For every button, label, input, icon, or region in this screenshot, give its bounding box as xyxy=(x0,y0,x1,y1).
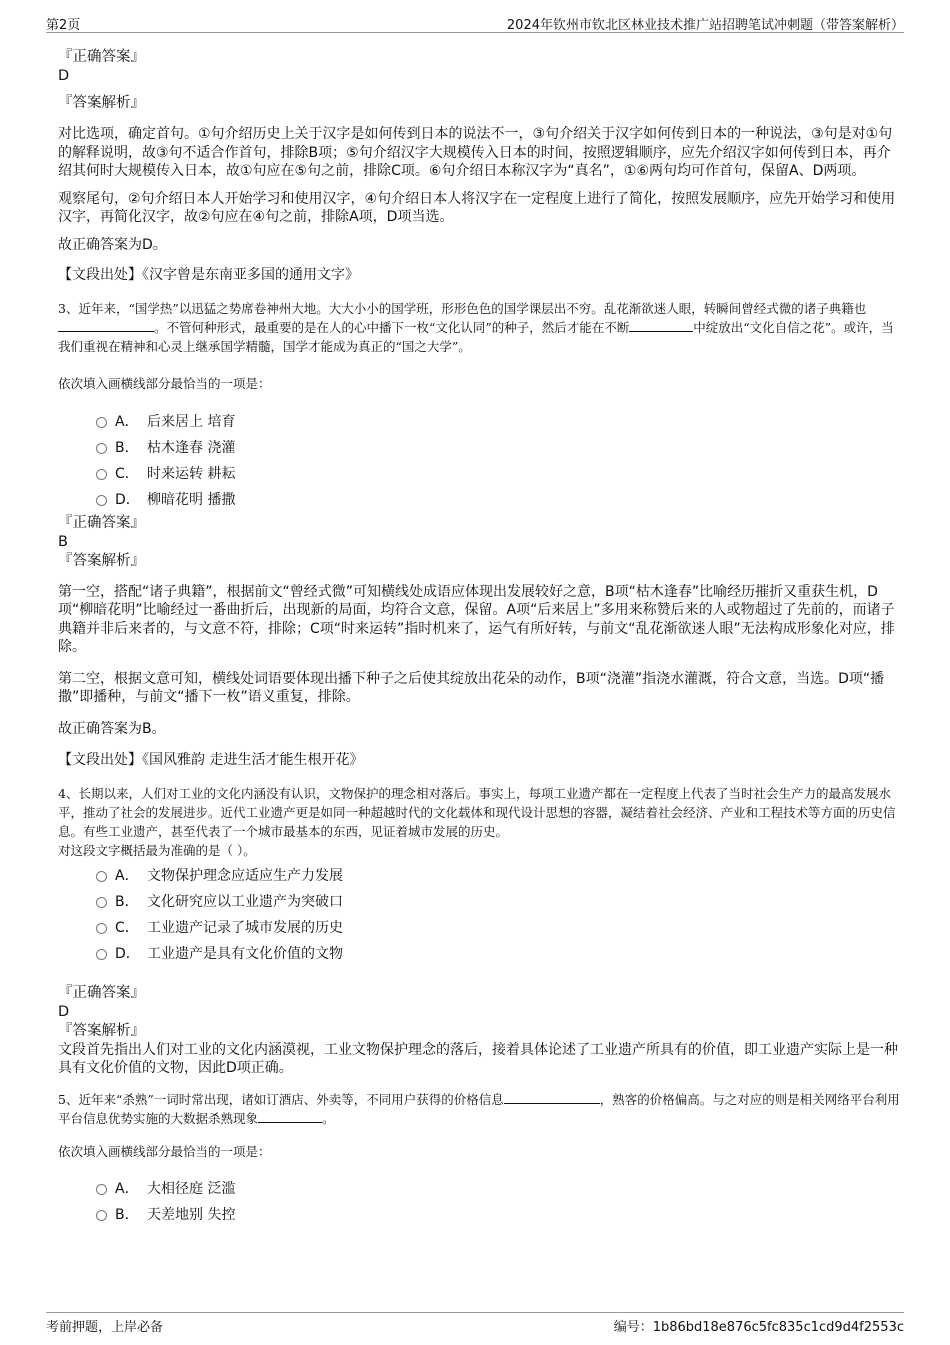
source-line xyxy=(58,751,904,770)
analysis-label: 『答案解析』 xyxy=(58,1022,145,1039)
analysis-conclusion: 故正确答案为B。 xyxy=(58,720,166,737)
document-title: 2024年钦州市钦北区林业技术推广站招聘笔试冲刺题（带答案解析） xyxy=(506,18,904,33)
option-letter: C． xyxy=(115,919,139,936)
answer-blank xyxy=(258,1110,322,1123)
analysis-paragraph: 第二空，根据文意可知，横线处词语要体现出播下种子之后使其绽放出花朵的动作，B项“浇灌”指浇水灌溉，符合文意，当选。D项“播撒”即播种，与前文“播下一枚”语义重复，排除。 xyxy=(58,670,885,705)
page-footer xyxy=(46,1312,904,1337)
option-c[interactable] xyxy=(96,460,904,486)
question-prompt: 对这段文字概括最为准确的是（ ）。 xyxy=(58,842,256,858)
option-a[interactable] xyxy=(96,408,904,434)
option-letter: B． xyxy=(115,439,139,456)
option-text: 工业遗产记录了城市发展的历史 xyxy=(147,919,343,936)
source-title: 《国风雅韵 走进生活才能生根开花》 xyxy=(142,752,364,768)
option-letter: D． xyxy=(115,945,140,962)
document-id: 编号：1b86bd18e876c5fc835c1cd9d4f2553c xyxy=(613,1319,904,1335)
question-text: 。不管何种形式，最重要的是在人的心中播下一枚“文化认同”的种子，然后才能在不断 xyxy=(154,319,630,335)
option-letter: A． xyxy=(115,413,139,430)
option-text: 时来运转 耕耘 xyxy=(147,465,236,482)
option-letter: A． xyxy=(115,867,139,884)
option-text: 文化研究应以工业遗产为突破口 xyxy=(147,893,343,910)
answer-value: D xyxy=(58,68,70,84)
option-letter: C． xyxy=(115,465,139,482)
question-text: 。 xyxy=(322,1110,335,1126)
question-text: 5、近年来“杀熟”一词时常出现，诸如订酒店、外卖等，不同用户获得的价格信息 xyxy=(58,1091,504,1107)
answer-blank xyxy=(58,319,154,332)
radio-icon[interactable] xyxy=(96,443,107,454)
question-text: 3、近年来，“国学热”以迅猛之势席卷神州大地。大大小小的国学班，形形色色的国学课层出不穷。乱花渐欲迷人眼，转瞬间曾经式微的诸子典籍也 xyxy=(58,300,867,316)
option-text: 天差地别 失控 xyxy=(147,1206,236,1223)
answer-label: 『正确答案』 xyxy=(58,514,145,531)
option-text: 柳暗花明 播撒 xyxy=(147,491,236,508)
option-text: 工业遗产是具有文化价值的文物 xyxy=(147,945,343,962)
page-header xyxy=(46,14,904,33)
radio-icon[interactable] xyxy=(96,949,107,960)
option-text: 枯木逢春 浇灌 xyxy=(147,439,236,456)
radio-icon[interactable] xyxy=(96,469,107,480)
option-list xyxy=(58,862,904,966)
option-text: 后来居上 培育 xyxy=(147,413,236,430)
option-text: 大相径庭 泛滥 xyxy=(147,1180,236,1197)
radio-icon[interactable] xyxy=(96,923,107,934)
question-text: ，熟客的价格偏高。与之对应的则是相关网络平台利用平台信息优势实施的大数据杀熟现象 xyxy=(58,1091,900,1126)
question-prompt: 依次填入画横线部分最恰当的一项是： xyxy=(58,375,271,391)
answer-label: 『正确答案』 xyxy=(58,49,145,65)
analysis-paragraph: 第一空，搭配“诸子典籍”，根据前文“曾经式微”可知横线处成语应体现出发展较好之意，B项“枯木逢春”比喻经历摧折又重获生机，D项“柳暗花明”比喻经过一番曲折后，出现新的局面，均符合文意，保留。A项“后来居上”多用来称赞后来的人或物超过了先前的，而诸子典籍并非后来者的，与文意不符，排除；C项“时来运转”指时机来了，运气有所好转，与前文“乱花渐欲迷人眼”无法构成形象化对应，排除。 xyxy=(58,583,895,655)
page-number: 第2页 xyxy=(46,18,81,33)
radio-icon[interactable] xyxy=(96,495,107,506)
option-b[interactable] xyxy=(96,1201,904,1227)
analysis-label: 『答案解析』 xyxy=(58,95,145,111)
analysis-paragraph: 观察尾句，②句介绍日本人开始学习和使用汉字，④句介绍日本人将汉字在一定程度上进行了简化，按照发展顺序，应先开始学习和使用汉字，再简化汉字，故②句应在④句之前，排除A项，D项当选。 xyxy=(58,190,896,225)
option-letter: D． xyxy=(115,491,140,508)
option-a[interactable] xyxy=(96,1175,904,1201)
option-letter: A． xyxy=(115,1180,139,1197)
question-stem xyxy=(58,299,904,356)
option-text: 文物保护理念应适应生产力发展 xyxy=(147,867,343,884)
option-d[interactable] xyxy=(96,486,904,512)
answer-label: 『正确答案』 xyxy=(58,984,145,1001)
radio-icon[interactable] xyxy=(96,871,107,882)
analysis-paragraph: 对比选项，确定首句。①句介绍历史上关于汉字是如何传到日本的说法不一，③句介绍关于汉字如何传到日本的一种说法，③句是对①句的解释说明，故③句不适合作首句，排除B项；⑤句介绍汉字大规模传入日本的时间，按照逻辑顺序，应先介绍汉字如何传到日本，再介绍其何时大规模传入日本，故①句应在⑤句之前，排除C项。⑥句介绍日本称汉字为“真名”，①⑥两句均可作首句，保留A、D两项。 xyxy=(58,126,893,179)
option-a[interactable] xyxy=(96,862,904,888)
analysis-conclusion: 故正确答案为D。 xyxy=(58,236,167,253)
answer-blank xyxy=(629,319,693,332)
question-text: 中绽放出“文化自信之花”。或许，当我们重视在精神和心灵上继承国学精髓，国学才能成为真正的“国之大学”。 xyxy=(58,319,894,354)
option-c[interactable] xyxy=(96,914,904,940)
radio-icon[interactable] xyxy=(96,897,107,908)
answer-value: B xyxy=(58,533,68,550)
radio-icon[interactable] xyxy=(96,1184,107,1195)
radio-icon[interactable] xyxy=(96,417,107,428)
answer-blank xyxy=(504,1091,600,1104)
radio-icon[interactable] xyxy=(96,1210,107,1221)
option-d[interactable] xyxy=(96,940,904,966)
option-list xyxy=(58,408,904,512)
option-list xyxy=(58,1175,904,1227)
option-b[interactable] xyxy=(96,434,904,460)
source-label: 【文段出处】 xyxy=(58,267,142,283)
option-letter: B． xyxy=(115,893,139,910)
content xyxy=(58,46,904,1227)
analysis-label: 『答案解析』 xyxy=(58,552,145,569)
answer-value: D xyxy=(58,1003,70,1020)
question-stem: 4、长期以来，人们对工业的文化内涵没有认识，文物保护的理念相对落后。事实上，每项工业遗产都在一定程度上代表了当时社会生产力的最高发展水平，推动了社会的发展进步。近代工业遗产更是如同一种超越时代的文化载体和现代设计思想的容器，凝结着社会经济、产业和工程技术等方面的历史信息。有些工业遗产，甚至代表了一个城市最基本的东西，见证着城市发展的历史。 xyxy=(58,785,896,839)
option-letter: B． xyxy=(115,1206,139,1223)
option-b[interactable] xyxy=(96,888,904,914)
footer-slogan: 考前押题，上岸必备 xyxy=(46,1319,164,1335)
source-label: 【文段出处】 xyxy=(58,752,142,768)
source-line xyxy=(58,266,904,285)
question-stem xyxy=(58,1090,904,1128)
analysis-paragraph: 文段首先指出人们对工业的文化内涵漠视，工业文物保护理念的落后，接着具体论述了工业遗产所具有的价值，即工业遗产实际上是一种具有文化价值的文物，因此D项正确。 xyxy=(58,1041,898,1076)
source-title: 《汉字曾是东南亚多国的通用文字》 xyxy=(142,267,359,283)
question-prompt: 依次填入画横线部分最恰当的一项是： xyxy=(58,1143,271,1159)
